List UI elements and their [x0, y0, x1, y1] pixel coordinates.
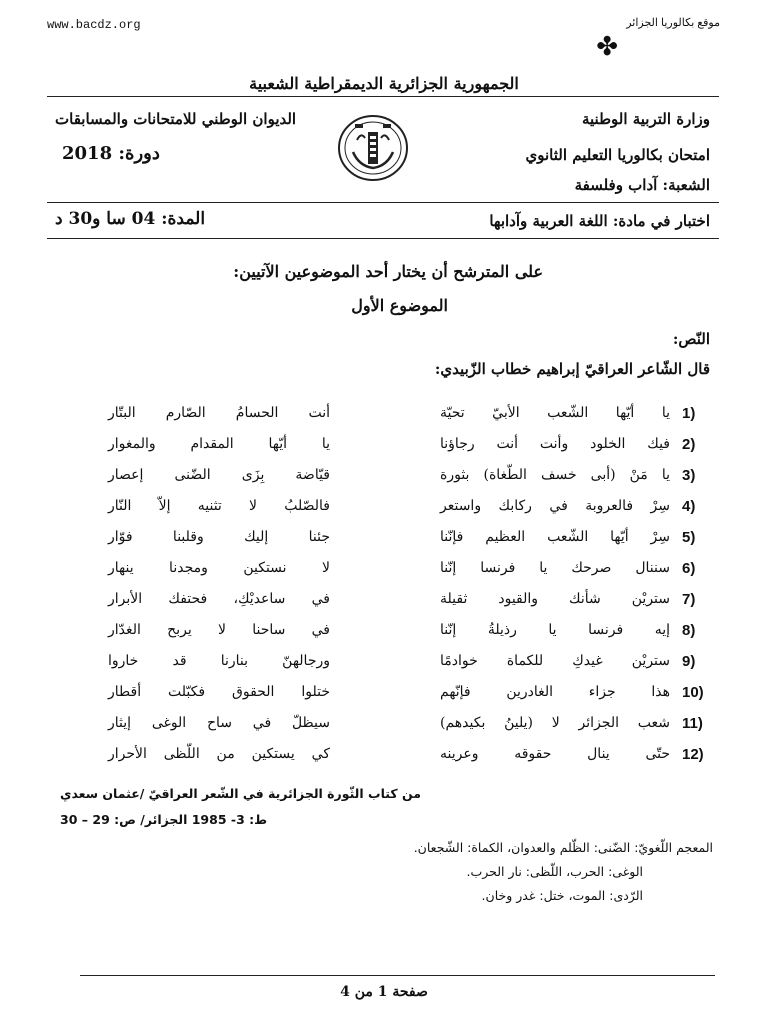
verse-first-hemistich: يا مَنْ (أبى خسف الطّغاة) بثورة	[440, 467, 670, 483]
choose-instruction: على المترشح أن يختار أحد الموضوعين الآتيين:	[233, 262, 543, 281]
verse-first-hemistich: ستريْن شأنك والقيود ثقيلة	[440, 591, 670, 607]
verse-number: 12)	[682, 746, 704, 763]
verse-second-hemistich: قيّاضة بِزَى الضّنى إعصار	[108, 467, 330, 483]
verse-first-hemistich: فيك الخلود وأنت أنت رجاؤنا	[440, 436, 670, 452]
verse-first-hemistich: هذا جزاء الغادرين فإنّهم	[440, 684, 670, 700]
duration: المدة: 04 سا و30 د	[55, 209, 206, 229]
verse-second-hemistich: فالصّلبُ لا تثنيه إلاّ النّار	[108, 498, 330, 514]
verse-number: 10)	[682, 684, 704, 701]
verse-first-hemistich: إيه فرنسا يا رذيلةُ إنّنا	[440, 622, 670, 638]
verse-number: 5)	[682, 529, 696, 546]
text-label: النّص:	[672, 330, 710, 348]
verse-number: 11)	[682, 715, 703, 732]
verse-first-hemistich: سننال صرحك يا فرنسا إنّنا	[440, 560, 670, 576]
verse-second-hemistich: ختلوا الحقوق فكبّلت أقطار	[108, 684, 330, 700]
subject-divider-top	[47, 202, 719, 203]
source-book: من كتاب الثّورة الجزائرية في الشّعر العراقيّ /عثمان سعدي	[60, 786, 421, 801]
topic-title: الموضوع الأول	[351, 296, 448, 315]
verse-second-hemistich: جئنا إليك وقلبنا فوّار	[108, 529, 330, 545]
verse-first-hemistich: سِرْ أيّها الشّعب العظيم فإنّنا	[440, 529, 670, 545]
stream: الشعبة: آداب وفلسفة	[574, 176, 710, 194]
verse-second-hemistich: في ساحنا لا يربح الغدّار	[108, 622, 330, 638]
page-number: صفحة 1 من 4	[340, 984, 428, 1000]
verse-first-hemistich: حتّى ينال حقوقه وعرينه	[440, 746, 670, 762]
verse-number: 9)	[682, 653, 696, 670]
exam-office-logo	[335, 110, 411, 186]
republic-title: الجمهورية الجزائرية الديمقراطية الشعبية	[249, 74, 519, 93]
site-name: موقع بكالوريا الجزائر	[626, 17, 720, 29]
verse-number: 7)	[682, 591, 696, 608]
verse-number: 3)	[682, 467, 696, 484]
footer-divider	[80, 975, 715, 976]
clover-icon: ✤	[596, 32, 618, 62]
verse-second-hemistich: في ساعديْكِ، فحتفك الأبرار	[108, 591, 330, 607]
source-edition: ط: 3- 1985 الجزائر/ ص: 29 – 30	[60, 812, 268, 827]
verse-second-hemistich: ورجالهنّ بنارنا قد خاروا	[108, 653, 330, 669]
verse-second-hemistich: يا أيّها المقدام والمغوار	[108, 436, 330, 452]
ministry: وزارة التربية الوطنية	[581, 110, 710, 128]
glossary-line-1: المعجم اللّغويّ: الضّنى: الظّلم والعدوان، الكماة: الشّجعان.	[413, 840, 713, 855]
verse-first-hemistich: شعب الجزائر لا (يلينُ بكيدهم)	[440, 715, 670, 731]
verse-second-hemistich: كي يستكين من اللّظى الأحرار	[108, 746, 330, 762]
exam-title: امتحان بكالوريا التعليم الثانوي	[525, 146, 710, 164]
verse-number: 6)	[682, 560, 696, 577]
verse-number: 4)	[682, 498, 696, 515]
verse-first-hemistich: يا أيّها الشّعب الأبيّ تحيّة	[440, 405, 670, 421]
verse-second-hemistich: لا نستكين ومجدنا ينهار	[108, 560, 330, 576]
verse-number: 1)	[682, 405, 696, 422]
poet-intro: قال الشّاعر العراقيّ إبراهيم خطاب الزّبيدي:	[434, 360, 710, 378]
verse-second-hemistich: سيظلّ في ساح الوغى إيثار	[108, 715, 330, 731]
glossary-line-2: الوغى: الحرب، اللّظى: نار الحرب.	[466, 864, 643, 879]
verse-first-hemistich: سِرْ فالعروبة في ركابك واستعر	[440, 498, 670, 514]
site-url: www.bacdz.org	[47, 18, 141, 32]
verse-number: 8)	[682, 622, 696, 639]
verse-first-hemistich: ستريْن غيدكِ للكماة خوادمًا	[440, 653, 670, 669]
verse-second-hemistich: أنت الحسامُ الصّارم البتّار	[108, 405, 330, 421]
subject: اختبار في مادة: اللغة العربية وآدابها	[489, 212, 710, 230]
header-divider	[47, 96, 719, 97]
session: دورة: 2018	[62, 143, 160, 164]
office: الديوان الوطني للامتحانات والمسابقات	[55, 110, 297, 128]
glossary-line-3: الرّدى: الموت، ختل: غدر وخان.	[481, 888, 643, 903]
verse-number: 2)	[682, 436, 696, 453]
subject-divider-bottom	[47, 238, 719, 239]
